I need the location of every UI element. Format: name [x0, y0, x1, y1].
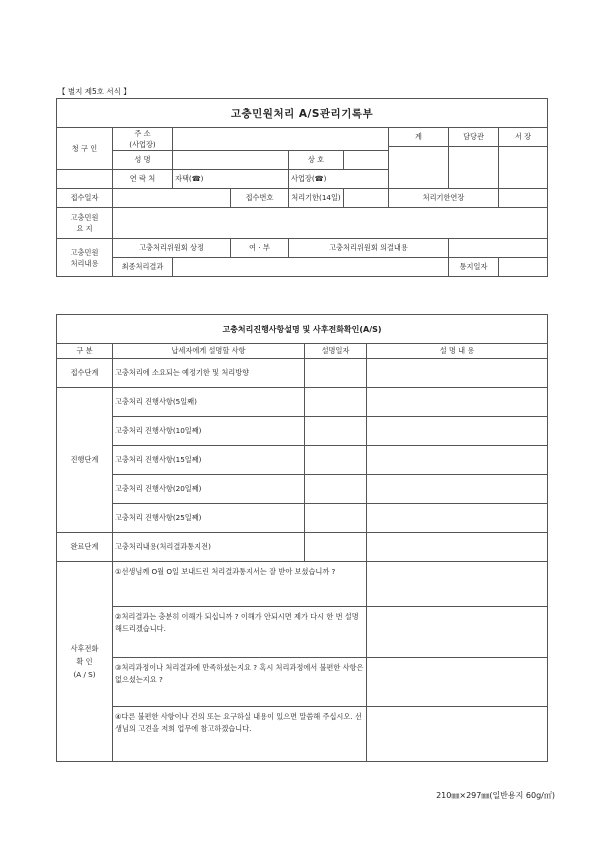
col-category: 구 분	[57, 344, 113, 359]
aftercall-item: ④다른 불편한 사항이나 건의 또는 요구하실 내용이 있으면 말씀해 주십시오. 선생님의 고견을 저희 업무에 참고하겠습니다.	[113, 707, 367, 762]
stage-receipt-label: 접수단계	[57, 359, 113, 388]
stage-complete-content[interactable]	[367, 533, 548, 562]
address-field[interactable]	[173, 128, 389, 151]
stage-complete-date[interactable]	[305, 533, 367, 562]
progress-content[interactable]	[367, 417, 548, 446]
process-label: 고충민원 처리내용	[57, 239, 113, 277]
stage-receipt-date[interactable]	[305, 359, 367, 388]
progress-date[interactable]	[305, 446, 367, 475]
aftercall-item: ②처리결과는 충분히 이해가 되십니까 ? 이해가 안되시면 제가 다시 한 번 설명해드리겠습니다.	[113, 607, 367, 658]
requester-label-cont	[57, 170, 113, 189]
aftercall-content[interactable]	[367, 607, 548, 658]
notice-date-field[interactable]	[499, 258, 548, 277]
stage-receipt-content[interactable]	[367, 359, 548, 388]
form-title: 고충민원처리 A/S관리기록부	[57, 99, 548, 128]
progress-item: 고충처리 진행사항(5일째)	[113, 388, 305, 417]
approval-officer: 담당관	[449, 128, 499, 147]
stage-receipt-item: 고충처리에 소요되는 예정기한 및 처리방향	[113, 359, 305, 388]
progress-table	[56, 314, 548, 762]
committee-label: 고충처리위원회 상정	[113, 239, 231, 258]
progress-date[interactable]	[305, 504, 367, 533]
summary-field[interactable]	[113, 208, 548, 239]
col-content: 설 명 내 용	[367, 344, 548, 359]
aftercall-content[interactable]	[367, 707, 548, 762]
management-record-table	[56, 98, 548, 277]
stage-complete-item: 고충처리내용(처리결과통지전)	[113, 533, 305, 562]
progress-item: 고충처리 진행사항(10일째)	[113, 417, 305, 446]
result-field[interactable]	[173, 258, 449, 277]
deadline-field[interactable]	[344, 189, 389, 208]
form-label: 【 별지 제5호 서식 】	[58, 87, 131, 96]
progress-item: 고충처리 진행사항(15일째)	[113, 446, 305, 475]
aftercall-item: ①선생님께 O월 O일 보내드린 처리결과통지서는 잘 받아 보셨습니까 ?	[113, 562, 367, 607]
progress-date[interactable]	[305, 475, 367, 504]
progress-date[interactable]	[305, 388, 367, 417]
paper-spec: 210㎜×297㎜(일반용지 60g/㎡)	[436, 791, 555, 800]
progress-item: 고충처리 진행사항(25일째)	[113, 504, 305, 533]
approval-chief: 서 장	[499, 128, 548, 147]
progress-content[interactable]	[367, 446, 548, 475]
section-title: 고충처리진행사항설명 및 사후전화확인(A/S)	[57, 315, 548, 344]
office-phone-label: 사업장(☎)	[289, 170, 389, 189]
aftercall-item: ③처리과정이나 처리결과에 만족하셨는지요 ? 혹시 처리과정에서 불편한 사항은 없으셨는지요 ?	[113, 658, 367, 707]
extension-label: 처리기한연장	[389, 189, 499, 208]
receipt-number-label: 접수번호	[231, 189, 289, 208]
home-phone-label: 자택(☎)	[173, 170, 289, 189]
sign-team[interactable]	[389, 147, 449, 189]
opinion-field[interactable]	[449, 239, 548, 258]
notice-date-label: 통지일자	[449, 258, 499, 277]
address-label: 주 소 (사업장)	[113, 128, 173, 151]
opinion-label: 고충처리위원회 의결내용	[289, 239, 449, 258]
progress-date[interactable]	[305, 417, 367, 446]
company-label: 상 호	[289, 151, 344, 170]
sign-officer[interactable]	[449, 147, 499, 189]
summary-label: 고충민원 요 지	[57, 208, 113, 239]
name-label: 성 명	[113, 151, 173, 170]
aftercall-label: 사후전화 확 인 (A / S)	[57, 562, 113, 762]
sign-chief[interactable]	[499, 147, 548, 189]
yes-no-label: 여 · 부	[231, 239, 289, 258]
progress-content[interactable]	[367, 504, 548, 533]
stage-complete-label: 완료단계	[57, 533, 113, 562]
deadline-label: 처리기한(14일)	[289, 189, 344, 208]
col-explain: 납세자에게 설명할 사항	[113, 344, 305, 359]
approval-team: 계	[389, 128, 449, 147]
receipt-date-label: 접수일자	[57, 189, 113, 208]
contact-label: 연 락 처	[113, 170, 173, 189]
progress-content[interactable]	[367, 388, 548, 417]
requester-label: 청 구 인	[57, 128, 113, 170]
stage-progress-label: 진행단계	[57, 388, 113, 533]
aftercall-content[interactable]	[367, 658, 548, 707]
result-label: 최종처리결과	[113, 258, 173, 277]
extension-field[interactable]	[499, 189, 548, 208]
company-field[interactable]	[344, 151, 389, 170]
receipt-date-field[interactable]	[113, 189, 231, 208]
progress-item: 고충처리 진행사항(20일째)	[113, 475, 305, 504]
progress-content[interactable]	[367, 475, 548, 504]
name-field[interactable]	[173, 151, 289, 170]
aftercall-content[interactable]	[367, 562, 548, 607]
col-date: 설명일자	[305, 344, 367, 359]
